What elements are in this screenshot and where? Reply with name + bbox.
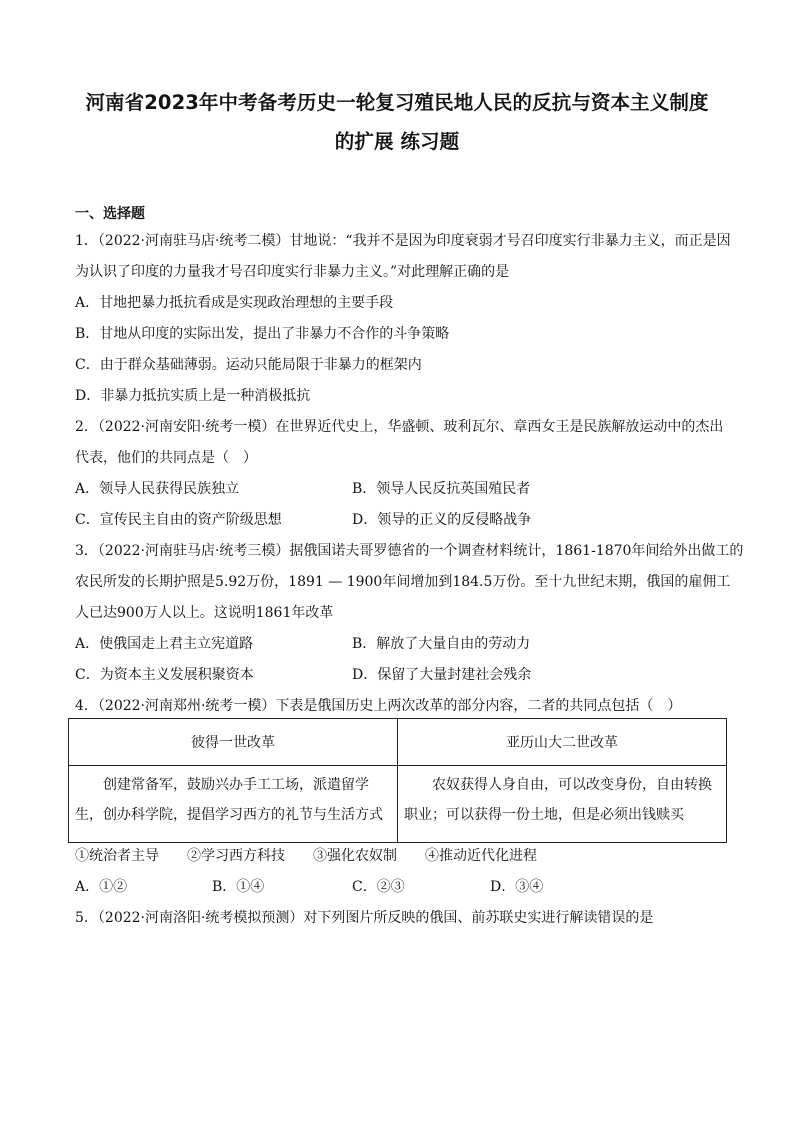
- table-header-alexander: 亚历山大二世改革: [398, 719, 727, 766]
- q2-option-b: B．领导人民反抗英国殖民者: [352, 481, 531, 497]
- q5-stem: 5．（2022·河南洛阳·统考模拟预测）对下列图片所反映的俄国、前苏联史实进行解读错误的是: [75, 910, 654, 926]
- q4-statements: ①统治者主导 ②学习西方科技 ③强化农奴制 ④推动近代化进程: [75, 848, 537, 864]
- q1-option-a: A．甘地把暴力抵抗看成是实现政治理想的主要手段: [75, 295, 394, 311]
- q1-stem-line2: 为认识了印度的力量我才号召印度实行非暴力主义。”对此理解正确的是: [75, 264, 510, 280]
- q3-stem-line3: 人已达900万人以上。这说明1861年改革: [75, 605, 334, 621]
- table-header-peter: 彼得一世改革: [69, 719, 398, 766]
- table-cell-peter: [69, 766, 398, 843]
- q4-stem: 4．（2022·河南郑州·统考一模）下表是俄国历史上两次改革的部分内容，二者的共同点包括（ ）: [75, 698, 682, 714]
- page-title-line2: 的扩展 练习题: [334, 130, 460, 153]
- reform-comparison-table: [68, 718, 727, 843]
- q1-option-c: C．由于群众基础薄弱。运动只能局限于非暴力的框架内: [75, 357, 422, 373]
- q3-stem-line2: 农民所发的长期护照是5.92万份，1891 — 1900年间增加到184.5万份。至十九世纪末期，俄国的雇佣工: [75, 574, 731, 590]
- q3-option-d: D．保留了大量封建社会残余: [352, 667, 532, 683]
- q2-option-a: A．领导人民获得民族独立: [75, 481, 240, 497]
- q2-option-d: D．领导的正义的反侵略战争: [352, 512, 532, 528]
- q2-stem-line2: 代表，他们的共同点是（ ）: [75, 450, 257, 466]
- q3-stem-line1: 3．（2022·河南驻马店·统考三模）据俄国诺夫哥罗德省的一个调查材料统计，1861-1870年间给外出做工的: [75, 543, 744, 559]
- q3-option-b: B．解放了大量自由的劳动力: [352, 636, 531, 652]
- q1-option-d: D．非暴力抵抗实质上是一种消极抵抗: [75, 388, 311, 404]
- q4-option-b: B．①④: [212, 879, 265, 895]
- table-cell-alexander-text: 农奴获得人身自由，可以改变身份，自由转换职业；可以获得一份土地，但是必须出钱赎买: [404, 777, 712, 823]
- q2-option-c: C．宣传民主自由的资产阶级思想: [75, 512, 282, 528]
- q4-option-d: D．③④: [490, 879, 544, 895]
- q4-option-c: C．②③: [352, 879, 405, 895]
- q2-stem-line1: 2．（2022·河南安阳·统考一模）在世界近代史上，华盛顿、玻利瓦尔、章西女王是民族解放运动中的杰出: [75, 419, 724, 435]
- page-title-line1: 河南省2023年中考备考历史一轮复习殖民地人民的反抗与资本主义制度: [85, 91, 709, 114]
- section-heading: 一、选择题: [75, 206, 145, 222]
- q3-option-c: C．为资本主义发展积聚资本: [75, 667, 254, 683]
- q1-stem-line1: 1．（2022·河南驻马店·统考二模）甘地说：“我并不是因为印度衰弱才号召印度实行非暴力主义，而正是因: [75, 233, 731, 249]
- table-row: [69, 766, 727, 843]
- table-cell-alexander: [398, 766, 727, 843]
- q3-option-a: A．使俄国走上君主立宪道路: [75, 636, 254, 652]
- table-cell-peter-text: 创建常备军，鼓励兴办手工工场，派遣留学生，创办科学院，提倡学习西方的礼节与生活方式: [75, 777, 383, 823]
- q1-option-b: B．甘地从印度的实际出发，提出了非暴力不合作的斗争策略: [75, 326, 450, 342]
- q4-option-a: A．①②: [75, 879, 128, 895]
- table-header-row: [69, 719, 727, 766]
